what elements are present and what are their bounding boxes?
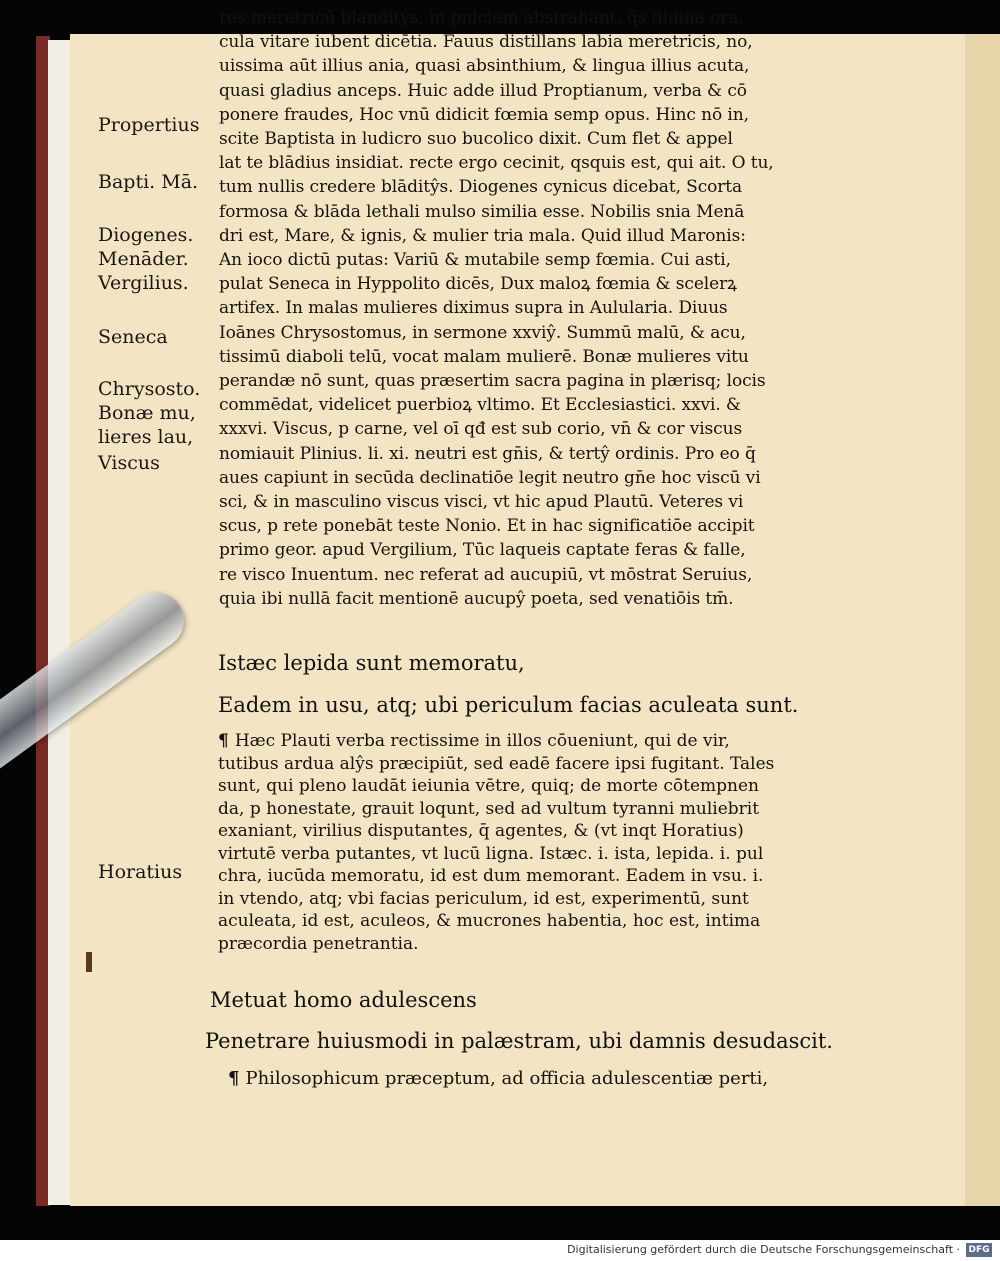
text-line: sunt, qui pleno laudāt ieiunia vētre, quiq; de morte cōtempnen <box>218 776 759 796</box>
commentary-text-block-2 <box>218 730 878 955</box>
text-line: nomiauit Plinius. li. xi. neutri est gn̄is, & tertŷ ordinis. Pro eo q̄ <box>219 443 756 464</box>
text-line: virtutē verba putantes, vt lucū ligna. Istæc. i. ista, lepida. i. pul <box>218 843 764 864</box>
text-line: scite Baptista in ludicro suo bucolico dixit. Cum flet & appel <box>219 129 733 150</box>
verse-line: Istæc lepida sunt memoratu, <box>218 651 525 675</box>
margin-note-baptista: Bapti. Mā. <box>98 171 199 193</box>
text-line: commēdat, videlicet puerbioꝝ vltimo. Et Ecclesiastici. xxvi. & <box>219 395 741 416</box>
text-line: in vtendo, atq; vbi facias periculum, id est, experimentū, sunt <box>218 888 749 909</box>
footer-credit: Digitalisierung gefördert durch die Deutsche Forschungsgemeinschaft · <box>567 1243 960 1256</box>
text-line <box>218 730 878 753</box>
margin-note-horatius: Horatius <box>98 861 183 883</box>
text-line: aues capiunt in secūda declinatiōe legit neutro gn̄e hoc viscū vi <box>219 467 761 488</box>
footer-bar <box>0 1240 1000 1261</box>
margin-note-seneca: Seneca <box>98 326 168 348</box>
text-line: lat te blādius insidiat. recte ergo cecinit, qsquis est, qui ait. O tu, <box>219 153 774 174</box>
text-line: exaniant, virilius disputantes, q̄ agentes, & (vt inqt Horatius) <box>218 821 744 841</box>
text-line: quia ibi nullā facit mentionē aucupŷ poeta, sed venatiōis tm̄. <box>219 588 734 609</box>
commentary-line <box>228 1068 768 1089</box>
text-line: formosa & blāda lethali mulso similia esse. Nobilis snia Menā <box>219 201 745 222</box>
margin-note-propertius: Propertius <box>98 114 200 136</box>
verse-line: Metuat homo adulescens <box>210 988 477 1012</box>
margin-note-diogenes: Diogenes. <box>98 224 194 246</box>
text-line: da, p honestate, grauit loqunt, sed ad vultum tyranni muliebrit <box>218 798 760 819</box>
text-line: quasi gladius anceps. Huic adde illud Proptianum, verba & cō <box>219 80 747 101</box>
text-line: artifex. In malas mulieres diximus supra in Aulularia. Diuus <box>219 298 728 319</box>
margin-note-viscus: Viscus <box>98 452 160 474</box>
text-line: cula vitare iubent dicētia. Fauus distillans labia meretricis, no, <box>219 32 753 53</box>
text-line: aculeata, id est, aculeos, & mucrones habentia, hoc est, intima <box>218 911 761 931</box>
text-line: tum nullis credere blāditŷs. Diogenes cynicus dicebat, Scorta <box>219 177 743 198</box>
verse-line: Penetrare huiusmodi in palæstram, ubi damnis desudascit. <box>205 1029 833 1053</box>
margin-note-chrysostomus: Chrysosto. <box>98 378 201 400</box>
text-line: chra, iucūda memoratu, id est dum memorant. Eadem in vsu. i. <box>218 866 764 886</box>
text-line: præcordia penetrantia. <box>218 933 419 954</box>
text-line: scus, p rete ponebāt teste Nonio. Et in hac significatiōe accipit <box>219 516 755 537</box>
verse-line: Eadem in usu, atq; ubi periculum facias aculeata sunt. <box>218 693 799 717</box>
text-line: uissima aūt illius ania, quasi absinthium, & lingua illius acuta, <box>219 56 750 77</box>
dfg-logo: DFG <box>966 1243 992 1257</box>
text-line: perandæ nō sunt, quas præsertim sacra pagina in plærisq; locis <box>219 371 766 392</box>
margin-note-lieres: lieres lau, <box>98 426 194 448</box>
pilcrow-mark: ¶ <box>228 1068 240 1089</box>
text-line-content: Hæc Plauti verba rectissime in illos cōueniunt, qui de vir, <box>234 731 730 751</box>
margin-note-bonae: Bonæ mu, <box>98 402 196 424</box>
text-line: sci, & in masculino viscus visci, vt hic apud Plautū. Veteres vi <box>219 492 744 513</box>
text-line: Ioānes Chrysostomus, in sermone xxviŷ. Summū malū, & acu, <box>219 322 746 343</box>
text-line: pulat Seneca in Hyppolito dicēs, Dux maloꝝ fœmia & scelerꝝ <box>219 274 737 295</box>
commentary-text-block <box>219 6 879 611</box>
text-line: dri est, Mare, & ignis, & mulier tria mala. Quid illud Maronis: <box>219 225 746 246</box>
gutter-mark <box>86 952 92 972</box>
text-line: xxxvi. Viscus, p carne, vel oī qđ est sub corio, vn̄ & cor viscus <box>219 419 743 440</box>
text-line: An ioco dictū putas: Variū & mutabile semp fœmia. Cui asti, <box>219 250 731 271</box>
margin-note-vergilius: Vergilius. <box>98 272 189 294</box>
text-line: res,meretricū blanditŷs, in pniciem abstrahant, q̄s diuina ora, <box>219 8 744 28</box>
commentary-line-text: Philosophicum præceptum, ad officia adulescentiæ perti, <box>245 1068 769 1089</box>
text-line: tissimū diaboli telū, vocat malam mulierē. Bonæ mulieres vitu <box>219 346 749 367</box>
facing-page-edge <box>965 34 1000 1206</box>
text-line: re visco Inuentum. nec referat ad aucupiū, vt mōstrat Seruius, <box>219 564 753 585</box>
text-line: ponere fraudes, Hoc vnū didicit fœmia semp opus. Hinc nō in, <box>219 104 749 125</box>
pilcrow-mark: ¶ <box>218 731 229 751</box>
margin-note-menander: Menāder. <box>98 248 189 270</box>
text-line: primo geor. apud Vergilium, Tūc laqueis captate feras & falle, <box>219 540 746 561</box>
text-line: tutibus ardua alŷs præcipiūt, sed eadē facere ipsi fugitant. Tales <box>218 753 775 774</box>
